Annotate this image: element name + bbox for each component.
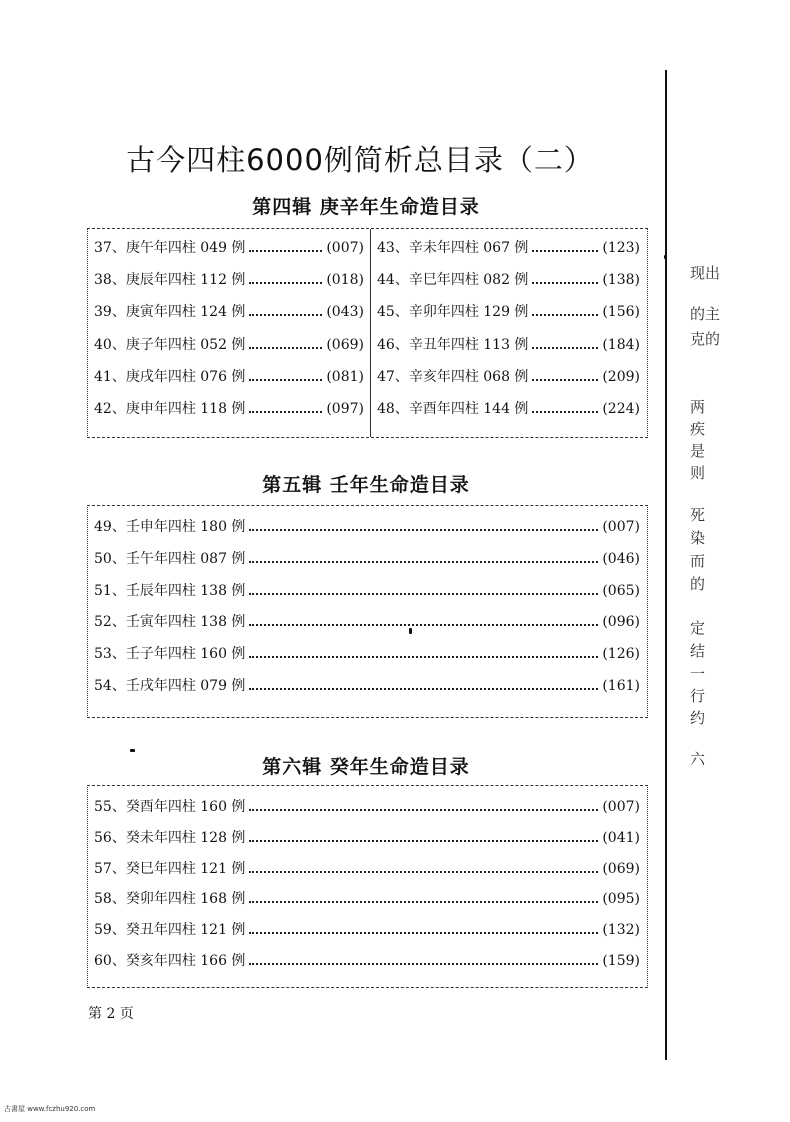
- dot-leader: [532, 314, 598, 316]
- entry-label: 41、庚戌年四柱 076 例: [94, 368, 246, 385]
- dot-leader: [532, 347, 598, 349]
- toc-entry: [94, 269, 364, 291]
- entry-page-number: (043): [326, 304, 364, 321]
- entry-label: 57、癸巳年四柱 121 例: [94, 860, 246, 877]
- entry-label: 42、庚申年四柱 118 例: [94, 401, 246, 417]
- dot-leader: [249, 529, 598, 531]
- entry-label: 43、辛未年四柱 067 例: [377, 240, 529, 256]
- toc-entry: [377, 398, 640, 420]
- entry-label: 45、辛卯年四柱 129 例: [377, 304, 529, 321]
- dot-leader: [249, 840, 598, 842]
- entry-page-number: (041): [602, 829, 640, 846]
- toc-entry: [94, 827, 640, 849]
- section-title-6: 第六辑 癸年生命造目录: [262, 756, 470, 778]
- entry-page-number: (007): [326, 240, 364, 256]
- entry-label: 49、壬申年四柱 180 例: [94, 519, 246, 535]
- entry-page-number: (123): [602, 240, 640, 256]
- section-title-5: 第五辑 壬年生命造目录: [262, 474, 470, 496]
- entry-page-number: (224): [602, 401, 640, 417]
- toc-entry: [94, 301, 364, 323]
- toc-entry: [94, 919, 640, 941]
- entry-page-number: (069): [602, 860, 640, 877]
- entry-page-number: (097): [326, 401, 364, 417]
- dot-leader: [249, 561, 598, 563]
- entry-label: 47、辛亥年四柱 068 例: [377, 368, 529, 385]
- toc-entry: [94, 516, 640, 538]
- toc-entry: [377, 301, 640, 323]
- dot-leader: [249, 963, 598, 965]
- entry-label: 51、壬辰年四柱 138 例: [94, 582, 246, 599]
- adjacent-page-fragment: 两: [690, 398, 706, 416]
- adjacent-page-fragment: 是: [690, 442, 706, 460]
- toc-entry: [377, 237, 640, 259]
- adjacent-page-fragment: 死: [690, 506, 706, 524]
- watermark: 古書屋 www.fczhu920.com: [4, 1105, 96, 1113]
- toc-entry: [94, 334, 364, 356]
- dot-leader: [532, 282, 598, 284]
- dot-leader: [249, 901, 598, 903]
- entry-label: 40、庚子年四柱 052 例: [94, 336, 246, 353]
- entry-label: 37、庚午年四柱 049 例: [94, 240, 246, 256]
- dot-leader: [249, 250, 322, 252]
- entry-page-number: (156): [602, 304, 640, 321]
- column-divider: [370, 229, 371, 437]
- entry-label: 55、癸酉年四柱 160 例: [94, 799, 246, 815]
- dot-leader: [249, 932, 598, 934]
- entry-page-number: (126): [602, 646, 640, 663]
- entry-page-number: (007): [602, 519, 640, 535]
- entry-label: 58、癸卯年四柱 168 例: [94, 891, 246, 908]
- dot-leader: [249, 688, 598, 690]
- entry-label: 60、癸亥年四柱 166 例: [94, 953, 246, 969]
- dot-leader: [249, 411, 322, 413]
- dot-leader: [249, 593, 598, 595]
- adjacent-page-fragment: 现出: [690, 264, 721, 282]
- adjacent-page-fragment: 而: [690, 552, 706, 570]
- dot-leader: [532, 379, 598, 381]
- scan-speck: [664, 255, 667, 259]
- entry-label: 46、辛丑年四柱 113 例: [377, 336, 529, 353]
- toc-entry: [94, 675, 640, 697]
- entry-label: 53、壬子年四柱 160 例: [94, 646, 246, 663]
- adjacent-page-fragment: 疾: [690, 420, 706, 438]
- toc-entry: [94, 858, 640, 880]
- toc-entry: [377, 366, 640, 388]
- toc-entry: [94, 796, 640, 818]
- entry-page-number: (159): [602, 953, 640, 969]
- entry-label: 39、庚寅年四柱 124 例: [94, 304, 246, 321]
- scan-speck: [130, 749, 135, 752]
- dot-leader: [532, 411, 598, 413]
- toc-entry: [94, 580, 640, 602]
- toc-entry: [94, 643, 640, 665]
- entry-page-number: (161): [602, 678, 640, 694]
- entry-label: 48、辛酉年四柱 144 例: [377, 401, 529, 417]
- entry-page-number: (081): [326, 368, 364, 385]
- adjacent-page-fragment: 一: [690, 665, 706, 683]
- toc-entry: [94, 950, 640, 972]
- entry-label: 56、癸未年四柱 128 例: [94, 829, 246, 846]
- dot-leader: [249, 282, 322, 284]
- toc-entry: [94, 398, 364, 420]
- entry-page-number: (069): [326, 336, 364, 353]
- entry-page-number: (209): [602, 368, 640, 385]
- toc-entry: [94, 888, 640, 910]
- toc-entry: [94, 611, 640, 633]
- adjacent-page-fragment: 结: [690, 642, 706, 660]
- adjacent-page-fragment: 染: [690, 529, 706, 547]
- toc-entry: [94, 366, 364, 388]
- adjacent-page-fragment: 则: [690, 464, 706, 482]
- adjacent-page-fragment: 行: [690, 687, 706, 705]
- adjacent-page-fragment: 克的: [690, 330, 721, 348]
- entry-label: 38、庚辰年四柱 112 例: [94, 272, 246, 289]
- dot-leader: [249, 871, 598, 873]
- toc-entry: [377, 269, 640, 291]
- entry-label: 59、癸丑年四柱 121 例: [94, 922, 246, 939]
- entry-label: 50、壬午年四柱 087 例: [94, 550, 246, 567]
- adjacent-page-fragment: 六: [690, 750, 706, 768]
- entry-label: 54、壬戌年四柱 079 例: [94, 678, 246, 694]
- dot-leader: [532, 250, 598, 252]
- toc-entry: [94, 548, 640, 570]
- toc-entry: [377, 334, 640, 356]
- dot-leader: [249, 624, 598, 626]
- adjacent-page-fragment: 的: [690, 575, 706, 593]
- adjacent-page-fragment: 约: [690, 709, 706, 727]
- adjacent-page-fragment: 的主: [690, 305, 721, 323]
- scan-speck: [409, 628, 412, 634]
- binding-edge-line: [665, 70, 667, 1060]
- dot-leader: [249, 314, 322, 316]
- page-title: 古今四柱6000例简析总目录（二）: [126, 143, 594, 177]
- page-number: 第 2 页: [88, 1006, 134, 1022]
- dot-leader: [249, 809, 598, 811]
- dot-leader: [249, 656, 598, 658]
- entry-page-number: (018): [326, 272, 364, 289]
- dot-leader: [249, 379, 322, 381]
- entry-label: 52、壬寅年四柱 138 例: [94, 614, 246, 631]
- entry-label: 44、辛巳年四柱 082 例: [377, 272, 529, 289]
- entry-page-number: (046): [602, 550, 640, 567]
- entry-page-number: (096): [602, 614, 640, 631]
- entry-page-number: (095): [602, 891, 640, 908]
- entry-page-number: (184): [602, 336, 640, 353]
- section-title-4: 第四辑 庚辛年生命造目录: [252, 196, 480, 218]
- entry-page-number: (132): [602, 922, 640, 939]
- toc-entry: [94, 237, 364, 259]
- entry-page-number: (007): [602, 799, 640, 815]
- dot-leader: [249, 347, 322, 349]
- entry-page-number: (138): [602, 272, 640, 289]
- adjacent-page-fragment: 定: [690, 619, 706, 637]
- entry-page-number: (065): [602, 582, 640, 599]
